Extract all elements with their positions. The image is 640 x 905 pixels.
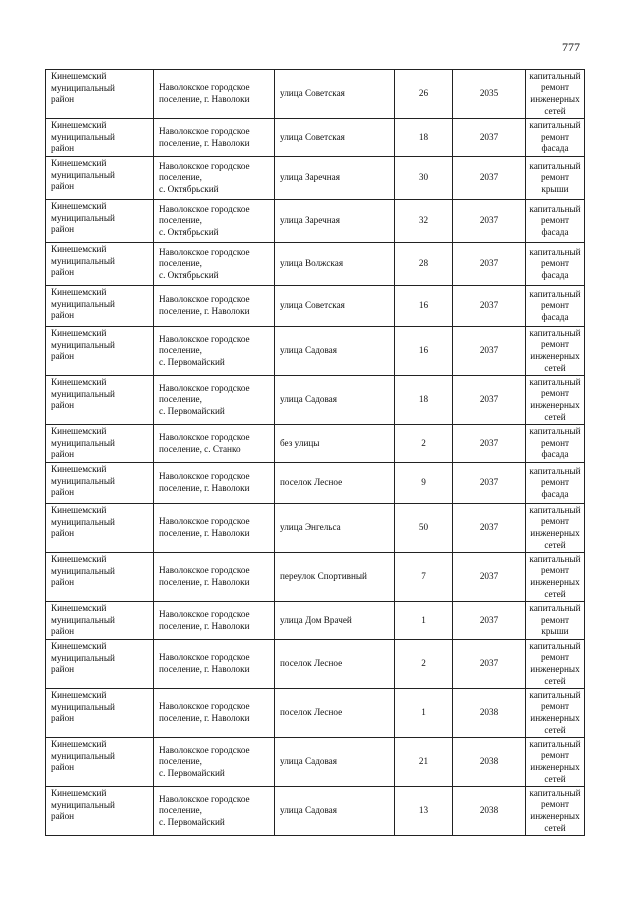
work-type-cell: капитальный ремонт фасада xyxy=(526,200,585,243)
table-row xyxy=(46,327,585,376)
work-type-cell: капитальный ремонт фасада xyxy=(526,243,585,286)
work-type-cell: капитальный ремонт инженерных сетей xyxy=(526,376,585,425)
table-row xyxy=(46,689,585,738)
district-cell: Кинешемский муниципальный район xyxy=(46,425,154,463)
year-cell: 2037 xyxy=(453,376,526,425)
street-cell: улица Советская xyxy=(275,119,395,157)
year-cell: 2038 xyxy=(453,738,526,787)
settlement-cell: Наволокское городское поселение, г. Наволоки xyxy=(154,504,275,553)
table-row xyxy=(46,602,585,640)
work-type-cell: капитальный ремонт инженерных сетей xyxy=(526,504,585,553)
street-cell: улица Энгельса xyxy=(275,504,395,553)
settlement-cell: Наволокское городское поселение, г. Наволоки xyxy=(154,463,275,504)
settlement-cell: Наволокское городское поселение, с. Первомайский xyxy=(154,327,275,376)
street-cell: улица Садовая xyxy=(275,376,395,425)
house-number-cell: 28 xyxy=(395,243,453,286)
table-body xyxy=(46,70,585,836)
street-cell: поселок Лесное xyxy=(275,689,395,738)
house-number-cell: 2 xyxy=(395,640,453,689)
work-type-cell: капитальный ремонт фасада xyxy=(526,463,585,504)
year-cell: 2038 xyxy=(453,689,526,738)
district-cell: Кинешемский муниципальный район xyxy=(46,286,154,327)
year-cell: 2037 xyxy=(453,327,526,376)
settlement-cell: Наволокское городское поселение, г. Наволоки xyxy=(154,689,275,738)
house-number-cell: 26 xyxy=(395,70,453,119)
settlement-cell: Наволокское городское поселение, с. Первомайский xyxy=(154,376,275,425)
year-cell: 2037 xyxy=(453,504,526,553)
house-number-cell: 30 xyxy=(395,157,453,200)
district-cell: Кинешемский муниципальный район xyxy=(46,327,154,376)
house-number-cell: 18 xyxy=(395,376,453,425)
street-cell: переулок Спортивный xyxy=(275,553,395,602)
table-row xyxy=(46,286,585,327)
work-type-cell: капитальный ремонт инженерных сетей xyxy=(526,70,585,119)
table-row xyxy=(46,243,585,286)
house-number-cell: 1 xyxy=(395,689,453,738)
table-row xyxy=(46,200,585,243)
settlement-cell: Наволокское городское поселение, с. Октябрьский xyxy=(154,200,275,243)
street-cell: улица Заречная xyxy=(275,157,395,200)
table-row xyxy=(46,119,585,157)
district-cell: Кинешемский муниципальный район xyxy=(46,376,154,425)
street-cell: улица Садовая xyxy=(275,327,395,376)
house-number-cell: 16 xyxy=(395,286,453,327)
table-row xyxy=(46,640,585,689)
street-cell: улица Советская xyxy=(275,286,395,327)
settlement-cell: Наволокское городское поселение, г. Наволоки xyxy=(154,602,275,640)
work-type-cell: капитальный ремонт крыши xyxy=(526,157,585,200)
district-cell: Кинешемский муниципальный район xyxy=(46,119,154,157)
table-row xyxy=(46,376,585,425)
street-cell: поселок Лесное xyxy=(275,640,395,689)
work-type-cell: капитальный ремонт инженерных сетей xyxy=(526,787,585,836)
year-cell: 2037 xyxy=(453,602,526,640)
year-cell: 2038 xyxy=(453,787,526,836)
settlement-cell: Наволокское городское поселение, с. Октябрьский xyxy=(154,243,275,286)
work-type-cell: капитальный ремонт инженерных сетей xyxy=(526,640,585,689)
settlement-cell: Наволокское городское поселение, с. Станко xyxy=(154,425,275,463)
house-number-cell: 7 xyxy=(395,553,453,602)
settlement-cell: Наволокское городское поселение, с. Первомайский xyxy=(154,787,275,836)
street-cell: улица Советская xyxy=(275,70,395,119)
district-cell: Кинешемский муниципальный район xyxy=(46,200,154,243)
year-cell: 2037 xyxy=(453,553,526,602)
house-number-cell: 2 xyxy=(395,425,453,463)
settlement-cell: Наволокское городское поселение, г. Наволоки xyxy=(154,553,275,602)
year-cell: 2037 xyxy=(453,463,526,504)
street-cell: улица Волжская xyxy=(275,243,395,286)
year-cell: 2037 xyxy=(453,243,526,286)
district-cell: Кинешемский муниципальный район xyxy=(46,602,154,640)
work-type-cell: капитальный ремонт крыши xyxy=(526,602,585,640)
year-cell: 2035 xyxy=(453,70,526,119)
year-cell: 2037 xyxy=(453,640,526,689)
district-cell: Кинешемский муниципальный район xyxy=(46,738,154,787)
settlement-cell: Наволокское городское поселение, с. Октябрьский xyxy=(154,157,275,200)
house-number-cell: 32 xyxy=(395,200,453,243)
year-cell: 2037 xyxy=(453,157,526,200)
work-type-cell: капитальный ремонт фасада xyxy=(526,425,585,463)
repair-schedule-table xyxy=(45,69,585,836)
house-number-cell: 1 xyxy=(395,602,453,640)
settlement-cell: Наволокское городское поселение, г. Наволоки xyxy=(154,640,275,689)
district-cell: Кинешемский муниципальный район xyxy=(46,689,154,738)
table-row xyxy=(46,70,585,119)
year-cell: 2037 xyxy=(453,286,526,327)
work-type-cell: капитальный ремонт инженерных сетей xyxy=(526,689,585,738)
house-number-cell: 18 xyxy=(395,119,453,157)
work-type-cell: капитальный ремонт инженерных сетей xyxy=(526,738,585,787)
year-cell: 2037 xyxy=(453,119,526,157)
house-number-cell: 16 xyxy=(395,327,453,376)
table-row xyxy=(46,787,585,836)
work-type-cell: капитальный ремонт инженерных сетей xyxy=(526,327,585,376)
district-cell: Кинешемский муниципальный район xyxy=(46,157,154,200)
year-cell: 2037 xyxy=(453,425,526,463)
street-cell: поселок Лесное xyxy=(275,463,395,504)
page-number: 777 xyxy=(562,40,580,54)
district-cell: Кинешемский муниципальный район xyxy=(46,553,154,602)
settlement-cell: Наволокское городское поселение, с. Первомайский xyxy=(154,738,275,787)
street-cell: улица Садовая xyxy=(275,787,395,836)
settlement-cell: Наволокское городское поселение, г. Наволоки xyxy=(154,286,275,327)
table-row xyxy=(46,463,585,504)
house-number-cell: 9 xyxy=(395,463,453,504)
street-cell: улица Заречная xyxy=(275,200,395,243)
settlement-cell: Наволокское городское поселение, г. Наволоки xyxy=(154,70,275,119)
year-cell: 2037 xyxy=(453,200,526,243)
table-row xyxy=(46,425,585,463)
table-row xyxy=(46,738,585,787)
district-cell: Кинешемский муниципальный район xyxy=(46,463,154,504)
district-cell: Кинешемский муниципальный район xyxy=(46,640,154,689)
table-row xyxy=(46,157,585,200)
street-cell: улица Дом Врачей xyxy=(275,602,395,640)
district-cell: Кинешемский муниципальный район xyxy=(46,504,154,553)
district-cell: Кинешемский муниципальный район xyxy=(46,787,154,836)
work-type-cell: капитальный ремонт фасада xyxy=(526,119,585,157)
settlement-cell: Наволокское городское поселение, г. Наволоки xyxy=(154,119,275,157)
work-type-cell: капитальный ремонт фасада xyxy=(526,286,585,327)
house-number-cell: 50 xyxy=(395,504,453,553)
street-cell: без улицы xyxy=(275,425,395,463)
house-number-cell: 21 xyxy=(395,738,453,787)
table-row xyxy=(46,504,585,553)
district-cell: Кинешемский муниципальный район xyxy=(46,70,154,119)
district-cell: Кинешемский муниципальный район xyxy=(46,243,154,286)
street-cell: улица Садовая xyxy=(275,738,395,787)
house-number-cell: 13 xyxy=(395,787,453,836)
table-row xyxy=(46,553,585,602)
work-type-cell: капитальный ремонт инженерных сетей xyxy=(526,553,585,602)
